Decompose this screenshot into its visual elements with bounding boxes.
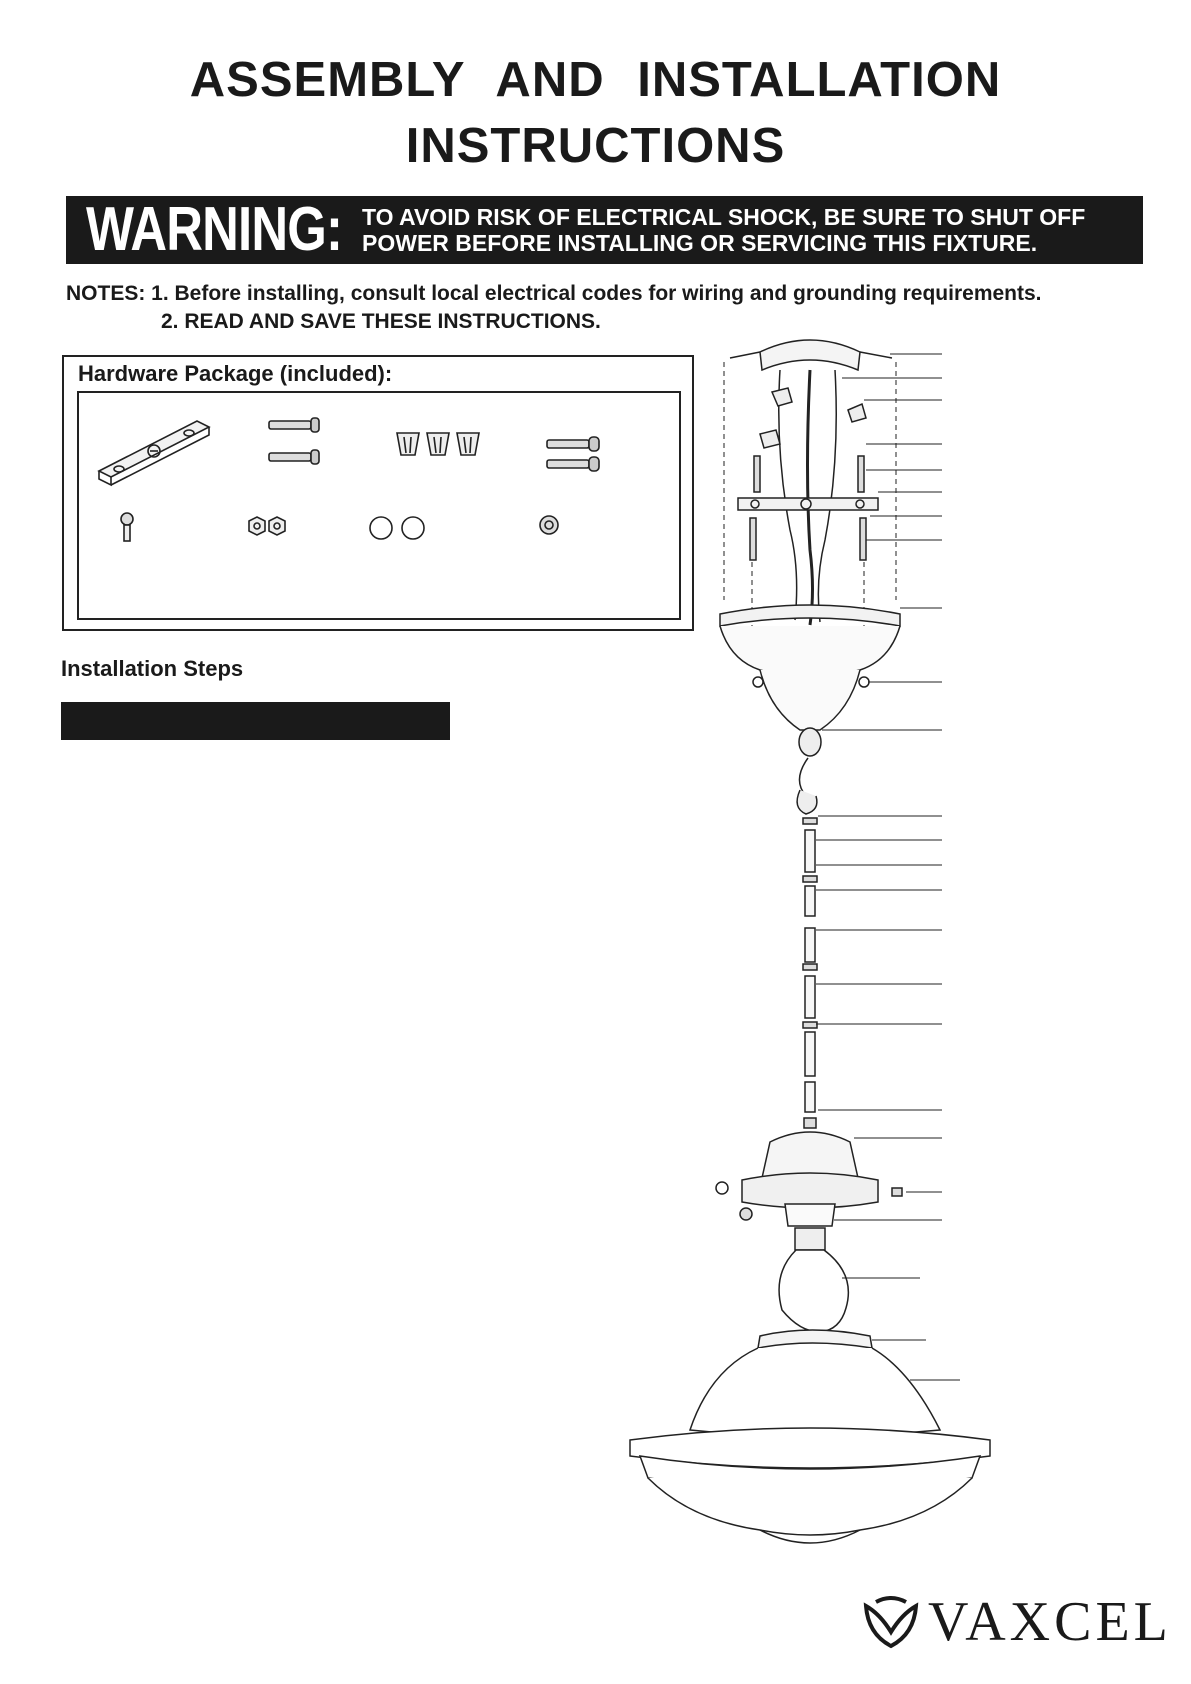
installation-steps-heading: Installation Steps	[61, 656, 244, 681]
hardware-package-title: Hardware Package (included):	[78, 361, 393, 386]
mounting-screws-icon	[547, 437, 599, 471]
crossbar-icon	[738, 498, 878, 510]
loop-hook-icon	[797, 728, 821, 814]
glass-shade-icon	[630, 1330, 990, 1543]
page-title-line1: ASSEMBLY AND INSTALLATION	[189, 53, 1002, 107]
vaxcel-logo	[858, 1588, 1172, 1658]
hardware-parts-illustration	[79, 393, 679, 618]
washers-icon	[370, 517, 424, 539]
installation-steps-bar	[61, 702, 450, 740]
warning-label: WARNING:	[86, 195, 343, 264]
vaxcel-logo-mark-icon	[858, 1588, 924, 1654]
mounting-strap-icon	[99, 421, 209, 485]
light-bulb-icon	[779, 1228, 848, 1332]
fixture-wire-nuts-icon	[760, 388, 866, 448]
hardware-package-box	[62, 355, 694, 631]
socket-holder-icon	[716, 1132, 902, 1226]
strap-screws-icon	[269, 418, 319, 464]
note-1: NOTES: 1. Before installing, consult local electrical codes for wiring and grounding requirements.	[66, 282, 1042, 305]
hex-nuts-icon	[249, 517, 285, 535]
outlet-box-icon	[730, 340, 892, 370]
warning-text-line2: POWER BEFORE INSTALLING OR SERVICING THIS FIXTURE.	[362, 230, 1038, 256]
wire-connectors-icon	[397, 433, 479, 455]
hardware-parts-panel	[77, 391, 681, 620]
note-2: 2. READ AND SAVE THESE INSTRUCTIONS.	[161, 310, 601, 333]
page-title-line2: INSTRUCTIONS	[405, 119, 786, 173]
exploded-fixture-diagram	[610, 330, 1030, 1580]
warning-text-line1: TO AVOID RISK OF ELECTRICAL SHOCK, BE SURE TO SHUT OFF	[362, 204, 1086, 230]
knurled-nut-icon	[540, 516, 558, 534]
brand-name: VAXCEL	[928, 1591, 1172, 1653]
warning-banner	[66, 196, 1143, 264]
chain-rods-icon	[803, 818, 817, 1128]
ground-screw-icon	[121, 513, 133, 541]
